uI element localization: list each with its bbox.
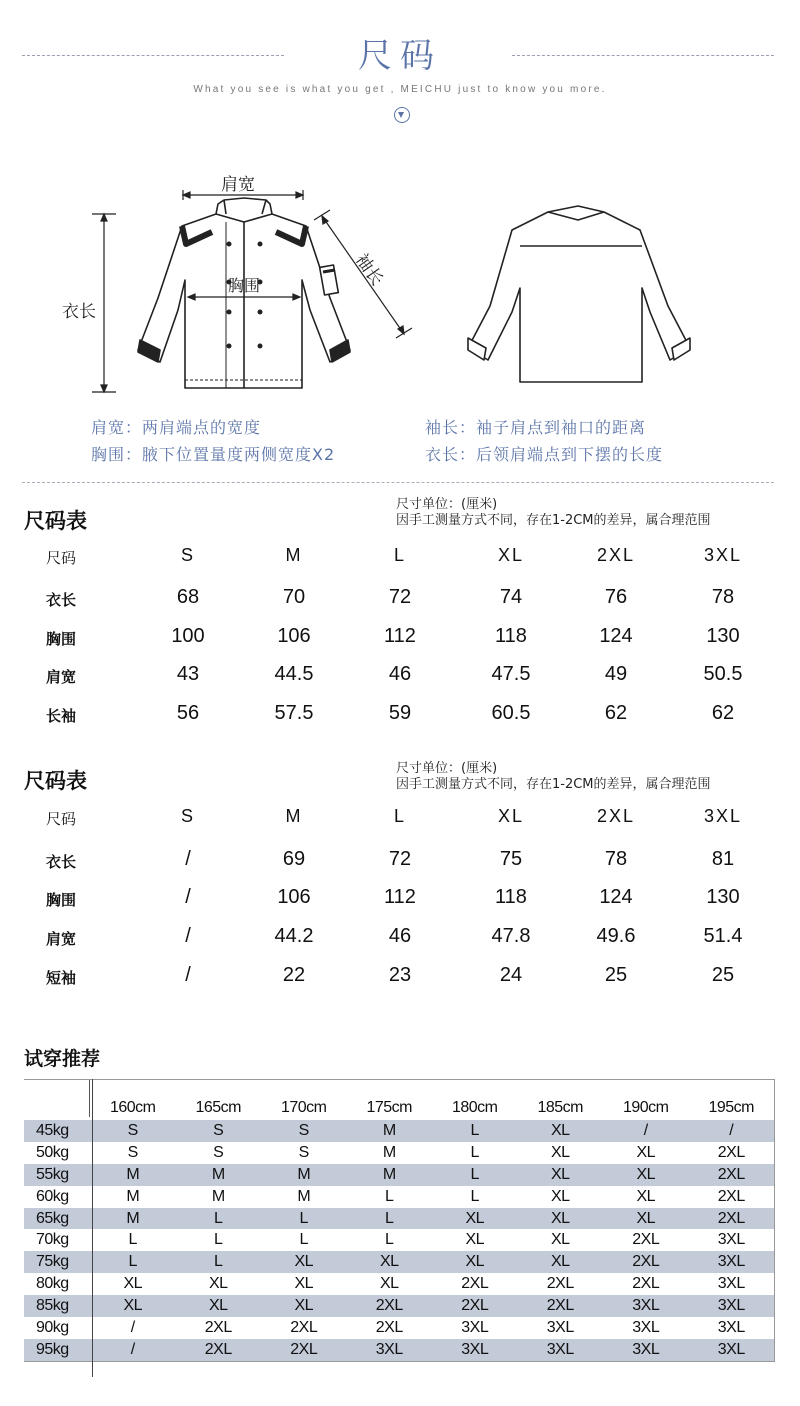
table-row (24, 1120, 774, 1142)
fit-size-cell: M (382, 1121, 396, 1139)
fit-weight-label: 75kg (36, 1253, 69, 1271)
size-value: 106 (277, 625, 311, 647)
fit-size-cell: M (297, 1165, 311, 1183)
fit-size-cell: XL (294, 1275, 314, 1293)
fit-size-cell: 2XL (546, 1297, 574, 1315)
fit-size-cell: XL (550, 1209, 570, 1227)
fit-size-cell: XL (550, 1121, 570, 1139)
fit-size-cell: M (297, 1187, 311, 1205)
fit-table (24, 1079, 775, 1362)
fit-weight-label: 45kg (36, 1121, 69, 1139)
size-value: 72 (388, 848, 412, 870)
size-table-1-title: 尺码表 (24, 509, 87, 533)
fit-size-cell: S (298, 1121, 309, 1139)
fit-size-cell: L (214, 1253, 223, 1271)
size-header-l: L (393, 545, 406, 565)
fit-size-cell: 2XL (290, 1318, 318, 1336)
table-row (24, 1142, 774, 1164)
fit-height-165cm: 165cm (195, 1099, 242, 1116)
table-row (24, 1208, 774, 1230)
size-value: 59 (388, 702, 412, 724)
size-value: 49.6 (596, 925, 636, 947)
fit-weight-label: 95kg (36, 1340, 69, 1358)
label-sleeve: 袖长 (351, 250, 387, 290)
fit-size-cell: XL (294, 1253, 314, 1271)
fit-size-cell: L (470, 1187, 479, 1205)
chevron-down-icon (394, 107, 410, 123)
fit-size-cell: 3XL (717, 1340, 745, 1358)
table-row (24, 1339, 774, 1361)
label-chest: 胸围 (228, 276, 261, 295)
fit-size-cell: 2XL (717, 1143, 745, 1161)
fit-size-cell: 3XL (717, 1297, 745, 1315)
size-value: 25 (711, 964, 735, 986)
fit-size-cell: XL (550, 1231, 570, 1249)
label-length: 衣长 (62, 302, 96, 322)
fit-size-cell: 3XL (461, 1318, 489, 1336)
size-header-3xl: 3XL (703, 806, 743, 826)
fit-size-cell: L (470, 1165, 479, 1183)
size-value: 112 (384, 625, 416, 647)
fit-size-cell: L (385, 1209, 394, 1227)
size-header-s: S (180, 545, 195, 565)
desc-chest: 胸围：腋下位置量度两侧宽度X2 (91, 445, 336, 464)
fit-size-cell: XL (465, 1209, 485, 1227)
fit-weight-label: 90kg (36, 1318, 69, 1336)
section-divider (22, 482, 774, 483)
fit-size-cell: XL (379, 1275, 399, 1293)
table-row (24, 1251, 774, 1273)
fit-height-160cm: 160cm (109, 1099, 156, 1116)
size-header-label: 尺码 (46, 549, 77, 567)
fit-weight-label: 80kg (36, 1275, 69, 1293)
size-value: 75 (499, 848, 523, 870)
size-header-xl: XL (497, 545, 525, 565)
fit-size-cell: S (213, 1121, 224, 1139)
fit-size-cell: 3XL (546, 1318, 574, 1336)
size-value: 57.5 (274, 702, 314, 724)
size-value: 124 (599, 625, 633, 647)
size-header-m: M (285, 806, 303, 826)
fit-size-cell: XL (636, 1143, 656, 1161)
size-value: 72 (388, 586, 412, 608)
fit-size-cell: S (213, 1143, 224, 1161)
size-value: / (185, 886, 191, 908)
size-value: 46 (388, 925, 412, 947)
fit-header-row (24, 1080, 774, 1120)
fit-size-cell: 2XL (717, 1187, 745, 1205)
fit-size-cell: 3XL (717, 1231, 745, 1249)
fit-size-cell: XL (379, 1253, 399, 1271)
size-header-2xl: 2XL (596, 806, 636, 826)
size-value: 130 (706, 625, 740, 647)
fit-size-cell: 2XL (204, 1318, 232, 1336)
size-header-m: M (285, 545, 303, 565)
fit-size-cell: 3XL (461, 1340, 489, 1358)
fit-size-cell: XL (636, 1209, 656, 1227)
fit-size-cell: M (211, 1165, 225, 1183)
fit-size-cell: 3XL (632, 1318, 660, 1336)
fit-height-170cm: 170cm (280, 1099, 327, 1116)
fit-size-cell: 3XL (717, 1275, 745, 1293)
fit-weight-label: 50kg (36, 1143, 69, 1161)
row-label: 肩宽 (46, 930, 77, 948)
fit-size-cell: XL (636, 1165, 656, 1183)
fit-size-cell: 2XL (204, 1340, 232, 1358)
table-row (24, 1164, 774, 1186)
size-value: 46 (388, 663, 412, 685)
row-label: 衣长 (46, 853, 77, 871)
size-value: 78 (711, 586, 735, 608)
fit-weight-label: 65kg (36, 1209, 69, 1227)
size-value: 50.5 (703, 663, 743, 685)
unit-line-1: 尺寸单位：(厘米) (396, 761, 498, 776)
size-value: 124 (599, 886, 633, 908)
fit-size-cell: M (126, 1165, 140, 1183)
fit-size-cell: 2XL (375, 1297, 403, 1315)
size-value: 47.5 (491, 663, 531, 685)
size-value: 49 (604, 663, 628, 685)
garment-diagram (0, 140, 800, 410)
table-row (24, 1273, 774, 1295)
page-subtitle: What you see is what you get , MEICHU just to know you more. (193, 84, 607, 95)
size-header-2xl: 2XL (596, 545, 636, 565)
table-row (24, 1295, 774, 1317)
fit-size-cell: M (382, 1165, 396, 1183)
size-value: / (185, 925, 191, 947)
fit-size-cell: L (214, 1209, 223, 1227)
size-value: 78 (604, 848, 628, 870)
fit-size-cell: / (643, 1121, 648, 1139)
fit-size-cell: 2XL (632, 1275, 660, 1293)
size-value: 44.2 (274, 925, 314, 947)
size-value: 47.8 (491, 925, 531, 947)
size-header-label: 尺码 (46, 810, 77, 828)
fit-size-cell: M (126, 1187, 140, 1205)
size-value: 76 (604, 586, 628, 608)
size-value: 51.4 (703, 925, 743, 947)
fit-size-cell: 3XL (632, 1340, 660, 1358)
fit-size-cell: XL (208, 1275, 228, 1293)
table-row (24, 1317, 774, 1339)
size-value: 74 (499, 586, 523, 608)
fit-size-cell: 3XL (375, 1340, 403, 1358)
table-row (24, 1229, 774, 1251)
size-table-1-unit (396, 497, 711, 529)
fit-size-cell: 3XL (717, 1253, 745, 1271)
row-label: 长袖 (46, 707, 77, 725)
size-value: 22 (282, 964, 306, 986)
unit-line-2: 因手工测量方式不同，存在1-2CM的差异，属合理范围 (396, 513, 711, 528)
fit-size-cell: M (382, 1143, 396, 1161)
fit-height-175cm: 175cm (366, 1099, 413, 1116)
page-title: 尺码 (358, 36, 442, 76)
desc-sleeve: 袖长：袖子肩点到袖口的距离 (425, 418, 647, 437)
size-header-s: S (180, 806, 195, 826)
fit-size-cell: / (729, 1121, 734, 1139)
size-value: 81 (711, 848, 735, 870)
fit-size-cell: / (130, 1340, 135, 1358)
fit-height-180cm: 180cm (451, 1099, 498, 1116)
size-value: / (185, 964, 191, 986)
fit-size-cell: 3XL (632, 1297, 660, 1315)
fit-weight-label: 55kg (36, 1165, 69, 1183)
fit-size-cell: L (470, 1121, 479, 1139)
fit-size-cell: XL (465, 1253, 485, 1271)
size-value: 69 (282, 848, 306, 870)
fit-size-cell: 3XL (546, 1340, 574, 1358)
fit-size-cell: XL (465, 1231, 485, 1249)
size-header-xl: XL (497, 806, 525, 826)
fit-size-cell: L (385, 1187, 394, 1205)
fit-size-cell: 2XL (632, 1253, 660, 1271)
table-row (24, 1186, 774, 1208)
fit-size-cell: 2XL (546, 1275, 574, 1293)
fit-size-cell: XL (123, 1275, 143, 1293)
fit-size-cell: XL (636, 1187, 656, 1205)
fit-size-cell: L (299, 1231, 308, 1249)
size-value: 43 (176, 663, 200, 685)
fit-size-cell: 2XL (717, 1165, 745, 1183)
unit-line-2: 因手工测量方式不同，存在1-2CM的差异，属合理范围 (396, 777, 711, 792)
size-value: 56 (176, 702, 200, 724)
fit-weight-label: 60kg (36, 1187, 69, 1205)
fit-title: 试穿推荐 (24, 1048, 101, 1070)
size-value: 62 (604, 702, 628, 724)
size-value: 70 (282, 586, 306, 608)
size-value: 130 (706, 886, 740, 908)
label-shoulder: 肩宽 (221, 175, 255, 195)
fit-size-cell: XL (550, 1187, 570, 1205)
fit-size-cell: L (470, 1143, 479, 1161)
size-table-2-unit (396, 761, 711, 793)
fit-size-cell: 2XL (461, 1275, 489, 1293)
size-value: 60.5 (491, 702, 531, 724)
desc-length: 衣长：后领肩端点到下摆的长度 (425, 445, 664, 464)
fit-size-cell: L (214, 1231, 223, 1249)
fit-size-cell: 2XL (375, 1318, 403, 1336)
fit-weight-label: 70kg (36, 1231, 69, 1249)
size-value: 44.5 (274, 663, 314, 685)
fit-table-divider (92, 1079, 93, 1377)
size-header-3xl: 3XL (703, 545, 743, 565)
row-label: 衣长 (46, 591, 77, 609)
size-table-2-title: 尺码表 (24, 769, 87, 793)
fit-height-190cm: 190cm (622, 1099, 669, 1116)
size-value: 118 (495, 625, 527, 647)
fit-size-cell: L (128, 1253, 137, 1271)
row-label: 肩宽 (46, 668, 77, 686)
size-header-l: L (393, 806, 406, 826)
fit-size-cell: XL (294, 1297, 314, 1315)
row-label: 胸围 (46, 630, 77, 648)
fit-size-cell: S (298, 1143, 309, 1161)
size-value: 23 (388, 964, 412, 986)
fit-size-cell: XL (550, 1253, 570, 1271)
row-label: 胸围 (46, 891, 77, 909)
size-value: 24 (499, 964, 523, 986)
fit-size-cell: / (130, 1318, 135, 1336)
fit-size-cell: L (128, 1231, 137, 1249)
fit-size-cell: M (126, 1209, 140, 1227)
fit-size-cell: S (127, 1143, 138, 1161)
fit-size-cell: 3XL (717, 1318, 745, 1336)
fit-corner (24, 1080, 90, 1117)
fit-size-cell: 2XL (717, 1209, 745, 1227)
fit-size-cell: 2XL (461, 1297, 489, 1315)
unit-line-1: 尺寸单位：(厘米) (396, 497, 498, 512)
fit-size-cell: XL (208, 1297, 228, 1315)
jacket-illustration (0, 140, 800, 410)
desc-shoulder: 肩宽：两肩端点的宽度 (91, 418, 262, 437)
size-value: 118 (495, 886, 527, 908)
fit-size-cell: XL (123, 1297, 143, 1315)
fit-size-cell: 2XL (632, 1231, 660, 1249)
fit-size-cell: XL (550, 1143, 570, 1161)
fit-size-cell: S (127, 1121, 138, 1139)
size-value: 25 (604, 964, 628, 986)
fit-height-185cm: 185cm (537, 1099, 584, 1116)
fit-height-195cm: 195cm (708, 1099, 755, 1116)
size-value: / (185, 848, 191, 870)
size-value: 106 (277, 886, 311, 908)
fit-size-cell: L (299, 1209, 308, 1227)
size-value: 68 (176, 586, 200, 608)
row-label: 短袖 (46, 969, 77, 987)
size-value: 100 (171, 625, 205, 647)
fit-size-cell: L (385, 1231, 394, 1249)
fit-size-cell: XL (550, 1165, 570, 1183)
fit-size-cell: 2XL (290, 1340, 318, 1358)
size-value: 62 (711, 702, 735, 724)
fit-size-cell: M (211, 1187, 225, 1205)
size-value: 112 (384, 886, 416, 908)
fit-weight-label: 85kg (36, 1297, 69, 1315)
